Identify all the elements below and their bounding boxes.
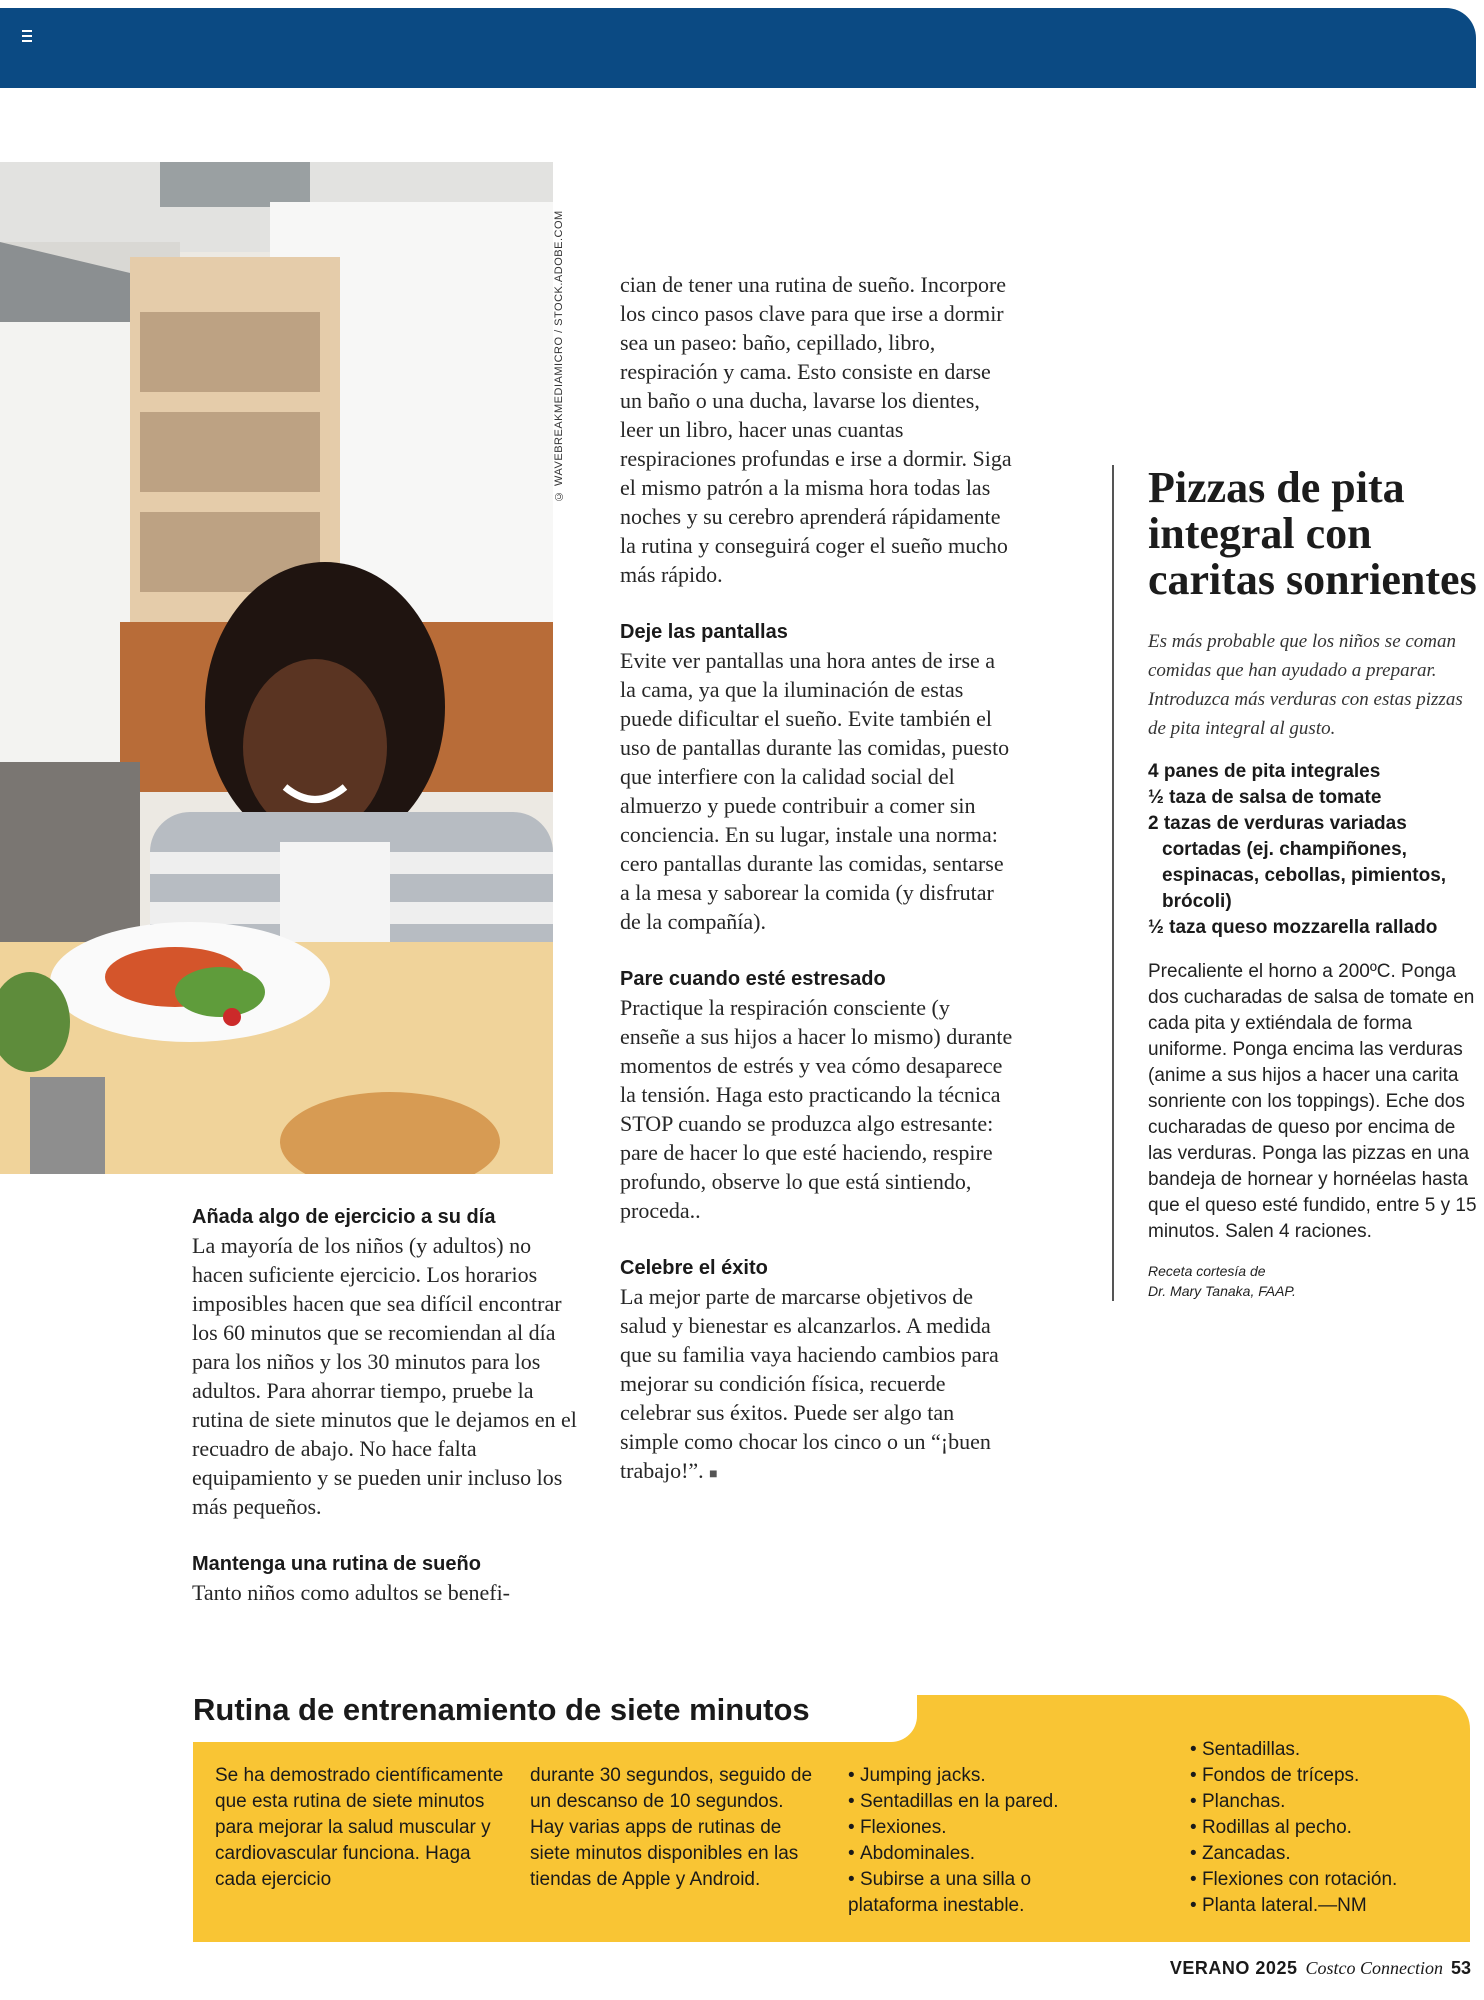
photo-credit: © WAVEBREAKMEDIAMICRO / STOCK.ADOBE.COM [553,210,565,502]
sleep-body-start: Tanto niños como adultos se benefi- [192,1580,511,1605]
menu-icon[interactable] [22,30,32,42]
photo-illustration [0,162,553,1174]
ingredient-item: 4 panes de pita integrales [1148,761,1381,782]
exercise-item: • Abdominales. [848,1841,1138,1867]
sleep-body-continued: cian de tener una rutina de sueño. Incorpore los cinco pasos clave para que irse a dormir sea un paseo: baño, cepillado, libro, respiración y cama. Esto consiste en darse un baño o una ducha, lavarse los dientes, leer un libro, hacer unas cuantas respiraciones profundas e irse a dormir. Siga el mismo patrón a la misma hora todas las noches y su cerebro aprenderá rápidamente la rutina y conseguirá coger el sueño mucho más rápido. [620,272,1012,587]
header-band [0,8,1476,88]
exercise-list [1190,1737,1460,1919]
ingredient-item: ½ taza de salsa de tomate [1148,787,1382,808]
exercise-item: • Planchas. [1190,1789,1460,1815]
recipe-credit-line2: Dr. Mary Tanaka, FAAP. [1148,1283,1296,1299]
footer-magazine: Costco Connection [1305,1958,1443,1978]
stress-heading: Pare cuando esté estresado [620,968,886,990]
exercise-heading: Añada algo de ejercicio a su día [192,1206,496,1228]
workout-intro-col2 [530,1763,820,1893]
ingredient-item: 2 tazas de verduras variadas cortadas (ej. champiñones, espinacas, cebollas, pimientos, brócoli) [1148,813,1447,912]
exercise-item: • Sentadillas en la pared. [848,1789,1138,1815]
middle-column [620,270,1015,1489]
exercise-item: • Sentadillas. [1190,1737,1460,1763]
exercise-item: • Fondos de tríceps. [1190,1763,1460,1789]
exercise-item: • Rodillas al pecho. [1190,1815,1460,1841]
exercise-list-col2 [1190,1737,1460,1919]
recipe-title: Pizzas de pita integral con caritas sonrientes [1148,463,1477,604]
exercise-item: • Flexiones con rotación. [1190,1867,1460,1893]
sleep-heading: Mantenga una rutina de sueño [192,1553,481,1575]
screens-body: Evite ver pantallas una hora antes de irse a la cama, ya que la iluminación de estas puede dificultar el sueño. Evite también el uso de pantallas durante las comidas, puesto que interfiere con la calidad social del almuerzo y puede contribuir a comer sin conciencia. En su lugar, instale una norma: cero pantallas durante las comidas, sentarse a la mesa y saborear la comida (y disfrutar de la compañía). [620,648,1010,934]
exercise-item-tail: plataforma inestable. [848,1895,1025,1916]
ingredient-list [1148,759,1478,941]
exercise-body: La mayoría de los niños (y adultos) no hacen suficiente ejercicio. Los horarios imposibles hacen que sea difícil encontrar los 60 minutos que se recomiendan al día para los niños y los 30 minutos para los adultos. Para ahorrar tiempo, pruebe la rutina de siete minutos que le dejamos en el recuadro de abajo. No hace falta equipamiento y se pueden unir incluso los más pequeños. [192,1233,577,1519]
recipe-credit-line1: Receta cortesía de [1148,1263,1266,1279]
recipe-method: Precaliente el horno a 200ºC. Ponga dos cucharadas de salsa de tomate en cada pita y extiéndala de forma uniforme. Ponga encima las verduras (anime a sus hijos a hacer una carita sonriente con los toppings). Eche dos cucharadas de queso por encima de las verduras. Ponga las pizzas en una bandeja de hornear y hornéelas hasta que el queso esté fundido, entre 5 y 15 minutos. Salen 4 raciones. [1148,961,1477,1242]
exercise-item: • Flexiones. [848,1815,1138,1841]
child-eating-photo [0,162,553,1174]
ingredient-item: ½ taza queso mozzarella rallado [1148,917,1438,938]
screens-heading: Deje las pantallas [620,621,788,643]
success-heading: Celebre el éxito [620,1257,768,1279]
workout-intro-part2: durante 30 segundos, seguido de un descanso de 10 segundos. Hay varias apps de rutinas de siete minutos disponibles en las tiendas de Apple y Android. [530,1765,813,1890]
success-paragraph [620,1282,1015,1489]
footer-season: VERANO 2025 [1169,1958,1298,1978]
page-footer [1170,1958,1471,1979]
left-column [192,1203,587,1607]
stress-body: Practique la respiración consciente (y enseñe a sus hijos a hacer lo mismo) durante momentos de estrés y vea cómo desaparece la tensión. Haga esto practicando la técnica STOP cuando se produzca algo estresante: pare de hacer lo que esté haciendo, respire profundo, observe lo que está sintiendo, proceda.. [620,995,1013,1223]
exercise-item: • Subirse a una silla o [848,1867,1138,1893]
exercise-list-col1 [848,1763,1138,1919]
exercise-item: • Planta lateral.—NM [1190,1893,1460,1919]
workout-intro-col1 [215,1763,505,1893]
success-body: La mejor parte de marcarse objetivos de salud y bienestar es alcanzarlos. A medida que su familia vaya haciendo cambios para mejorar su condición física, recuerde celebrar sus éxitos. Puede ser algo tan simple como chocar los cinco o un “¡buen trabajo!”. [620,1284,999,1483]
exercise-list [848,1763,1138,1893]
exercise-item: • Jumping jacks. [848,1763,1138,1789]
workout-title: Rutina de entrenamiento de siete minutos [193,1692,810,1727]
recipe-credit [1148,1261,1478,1301]
page-number: 53 [1450,1958,1471,1978]
recipe-sidebar [1112,465,1478,1301]
end-mark-icon: ■ [709,1467,718,1482]
workout-intro-part1: Se ha demostrado científicamente que esta rutina de siete minutos para mejorar la salud muscular y cardiovascular funciona. Haga cada ejercicio [215,1765,504,1890]
recipe-intro: Es más probable que los niños se coman comidas que han ayudado a preparar. Introduzca más verduras con estas pizzas de pita integral al gusto. [1148,631,1463,739]
exercise-item: • Zancadas. [1190,1841,1460,1867]
